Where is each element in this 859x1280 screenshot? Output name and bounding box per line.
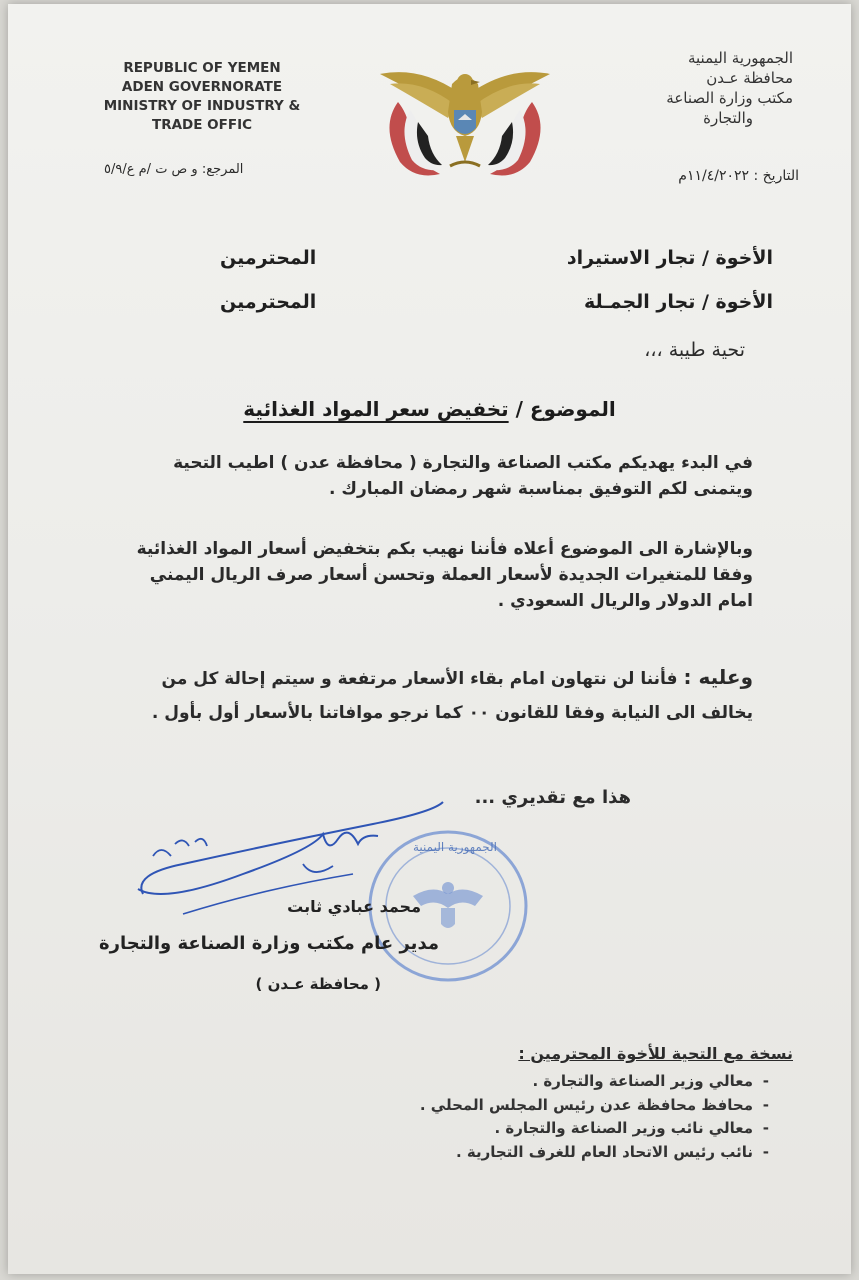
letterhead-line: REPUBLIC OF YEMEN <box>123 60 281 76</box>
paragraph-reference: وبالإشارة الى الموضوع أعلاه فأننا نهيب بكم بتخفيض أسعار المواد الغذائية وفقا للمتغيرات الجديدة لأسعار العملة وتحسن أسعار صرف الريال اليمني امام الدولار والريال السعودي . <box>136 539 753 611</box>
cc-title: نسخة مع التحية للأخوة المحترمين : <box>518 1044 793 1063</box>
signer-office: ( محافظة عـدن ) <box>255 975 381 993</box>
english-letterhead <box>86 59 318 135</box>
signer-name: محمد عبادي ثابت <box>287 897 421 916</box>
greeting: تحية طيبة ،،، <box>644 339 745 361</box>
letterhead-line: TRADE OFFIC <box>151 117 253 133</box>
letter-reference: المرجع: و ص ت /م ع/٥/٩ <box>104 162 244 177</box>
letterhead-line: الجمهورية اليمنية <box>687 49 793 67</box>
subject-prefix: الموضوع / <box>515 397 616 421</box>
stamp-text: الجمهورية اليمنية <box>412 840 497 854</box>
cc-item: - معالي نائب وزير الصناعة والتجارة . <box>420 1117 769 1141</box>
cc-list <box>420 1070 769 1164</box>
arabic-letterhead <box>583 48 793 128</box>
cc-item: - معالي وزير الصناعة والتجارة . <box>420 1070 769 1094</box>
salutation-to: الأخوة / تجار الجمـلة <box>583 291 773 313</box>
paragraph-keyword: وعليه : <box>683 665 753 689</box>
letterhead-line: والتجارة <box>703 109 753 127</box>
cc-item: - محافظ محافظة عدن رئيس المجلس المحلي . <box>420 1094 769 1118</box>
yemen-eagle-emblem-icon <box>370 62 560 192</box>
letter-date: التاريخ : ١١/٤/٢٠٢٢م <box>678 168 799 184</box>
letterhead-line: ADEN GOVERNORATE <box>121 79 283 95</box>
cc-item: - نائب رئيس الاتحاد العام للغرف التجارية . <box>420 1141 769 1165</box>
paragraph-intro: في البدء يهديكم مكتب الصناعة والتجارة ( محافظة عدن ) اطيب التحية ويتمنى لكم التوفيق بمناسبة شهر رمضان المبارك . <box>173 453 753 499</box>
paragraph-warning-text: فأننا لن نتهاون امام بقاء الأسعار مرتفعة و سيتم إحالة كل من يخالف الى النيابة وفقا للقانون ٠٠ كما نرجو موافاتنا بالأسعار أول بأول . <box>151 669 753 723</box>
subject-text: تخفيض سعر المواد الغذائية <box>243 397 509 421</box>
signer-title: مدير عام مكتب وزارة الصناعة والتجارة <box>99 933 439 954</box>
salutation-title: المحترمين <box>220 291 317 313</box>
letterhead-line: مكتب وزارة الصناعة <box>666 89 793 107</box>
paragraph-warning <box>120 660 753 730</box>
salutation-to: الأخوة / تجار الاستيراد <box>566 247 773 269</box>
letter-page <box>8 4 851 1274</box>
salutation-title: المحترمين <box>220 247 317 269</box>
letter-subject <box>8 397 851 421</box>
closing-line: هذا مع تقديري ... <box>474 787 631 808</box>
letterhead-line: MINISTRY OF INDUSTRY & <box>103 98 301 114</box>
letterhead-line: محافظة عـدن <box>706 69 793 87</box>
